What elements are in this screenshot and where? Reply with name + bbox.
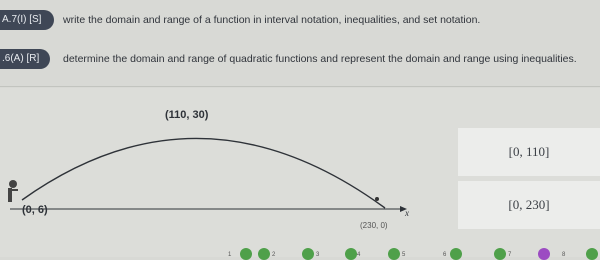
progress-step-5[interactable] — [388, 248, 400, 260]
ball-icon — [375, 197, 379, 201]
progress-step-label: 8 — [562, 252, 566, 258]
start-point-label: (0, 6) — [22, 204, 48, 216]
progress-bar — [0, 238, 600, 257]
progress-step-7[interactable] — [494, 248, 506, 260]
objective-code-badge: .6(A) [R] — [0, 49, 50, 69]
progress-step-label: 4 — [357, 252, 361, 258]
domain-answer-value: [0, 110] — [508, 144, 550, 159]
domain-answer-card[interactable] — [458, 128, 600, 176]
objective-text: write the domain and range of a function in interval notation, inequalities, and set notation. — [63, 14, 481, 26]
progress-step-8-current[interactable] — [538, 248, 550, 260]
objective-code-badge: A.7(I) [S] — [0, 10, 54, 30]
progress-step-label: 2 — [272, 252, 276, 258]
progress-step-1[interactable] — [240, 248, 252, 260]
progress-step-final[interactable] — [586, 248, 598, 260]
progress-step-3[interactable] — [302, 248, 314, 260]
progress-step-4[interactable] — [345, 248, 357, 260]
end-point-label: (230, 0) — [360, 221, 388, 230]
parabola-graph — [0, 88, 450, 238]
range-answer-card[interactable] — [458, 181, 600, 229]
objective-row-1 — [0, 6, 600, 34]
x-axis-label: x — [405, 208, 409, 218]
parabola-curve — [22, 138, 385, 208]
section-divider — [0, 86, 600, 87]
progress-step-label: 1 — [228, 252, 232, 258]
objective-text: determine the domain and range of quadratic functions and represent the domain and range using inequalities. — [63, 53, 577, 65]
thrower-figure-icon — [8, 180, 18, 202]
progress-step-label: 3 — [316, 252, 320, 258]
vertex-label: (110, 30) — [165, 109, 209, 121]
range-answer-value: [0, 230] — [508, 197, 550, 212]
progress-step-6[interactable] — [450, 248, 462, 260]
progress-step-2[interactable] — [258, 248, 270, 260]
progress-step-label: 7 — [508, 252, 512, 258]
progress-step-label: 5 — [402, 252, 406, 258]
objective-row-2 — [0, 45, 600, 73]
progress-step-label: 6 — [443, 252, 447, 258]
